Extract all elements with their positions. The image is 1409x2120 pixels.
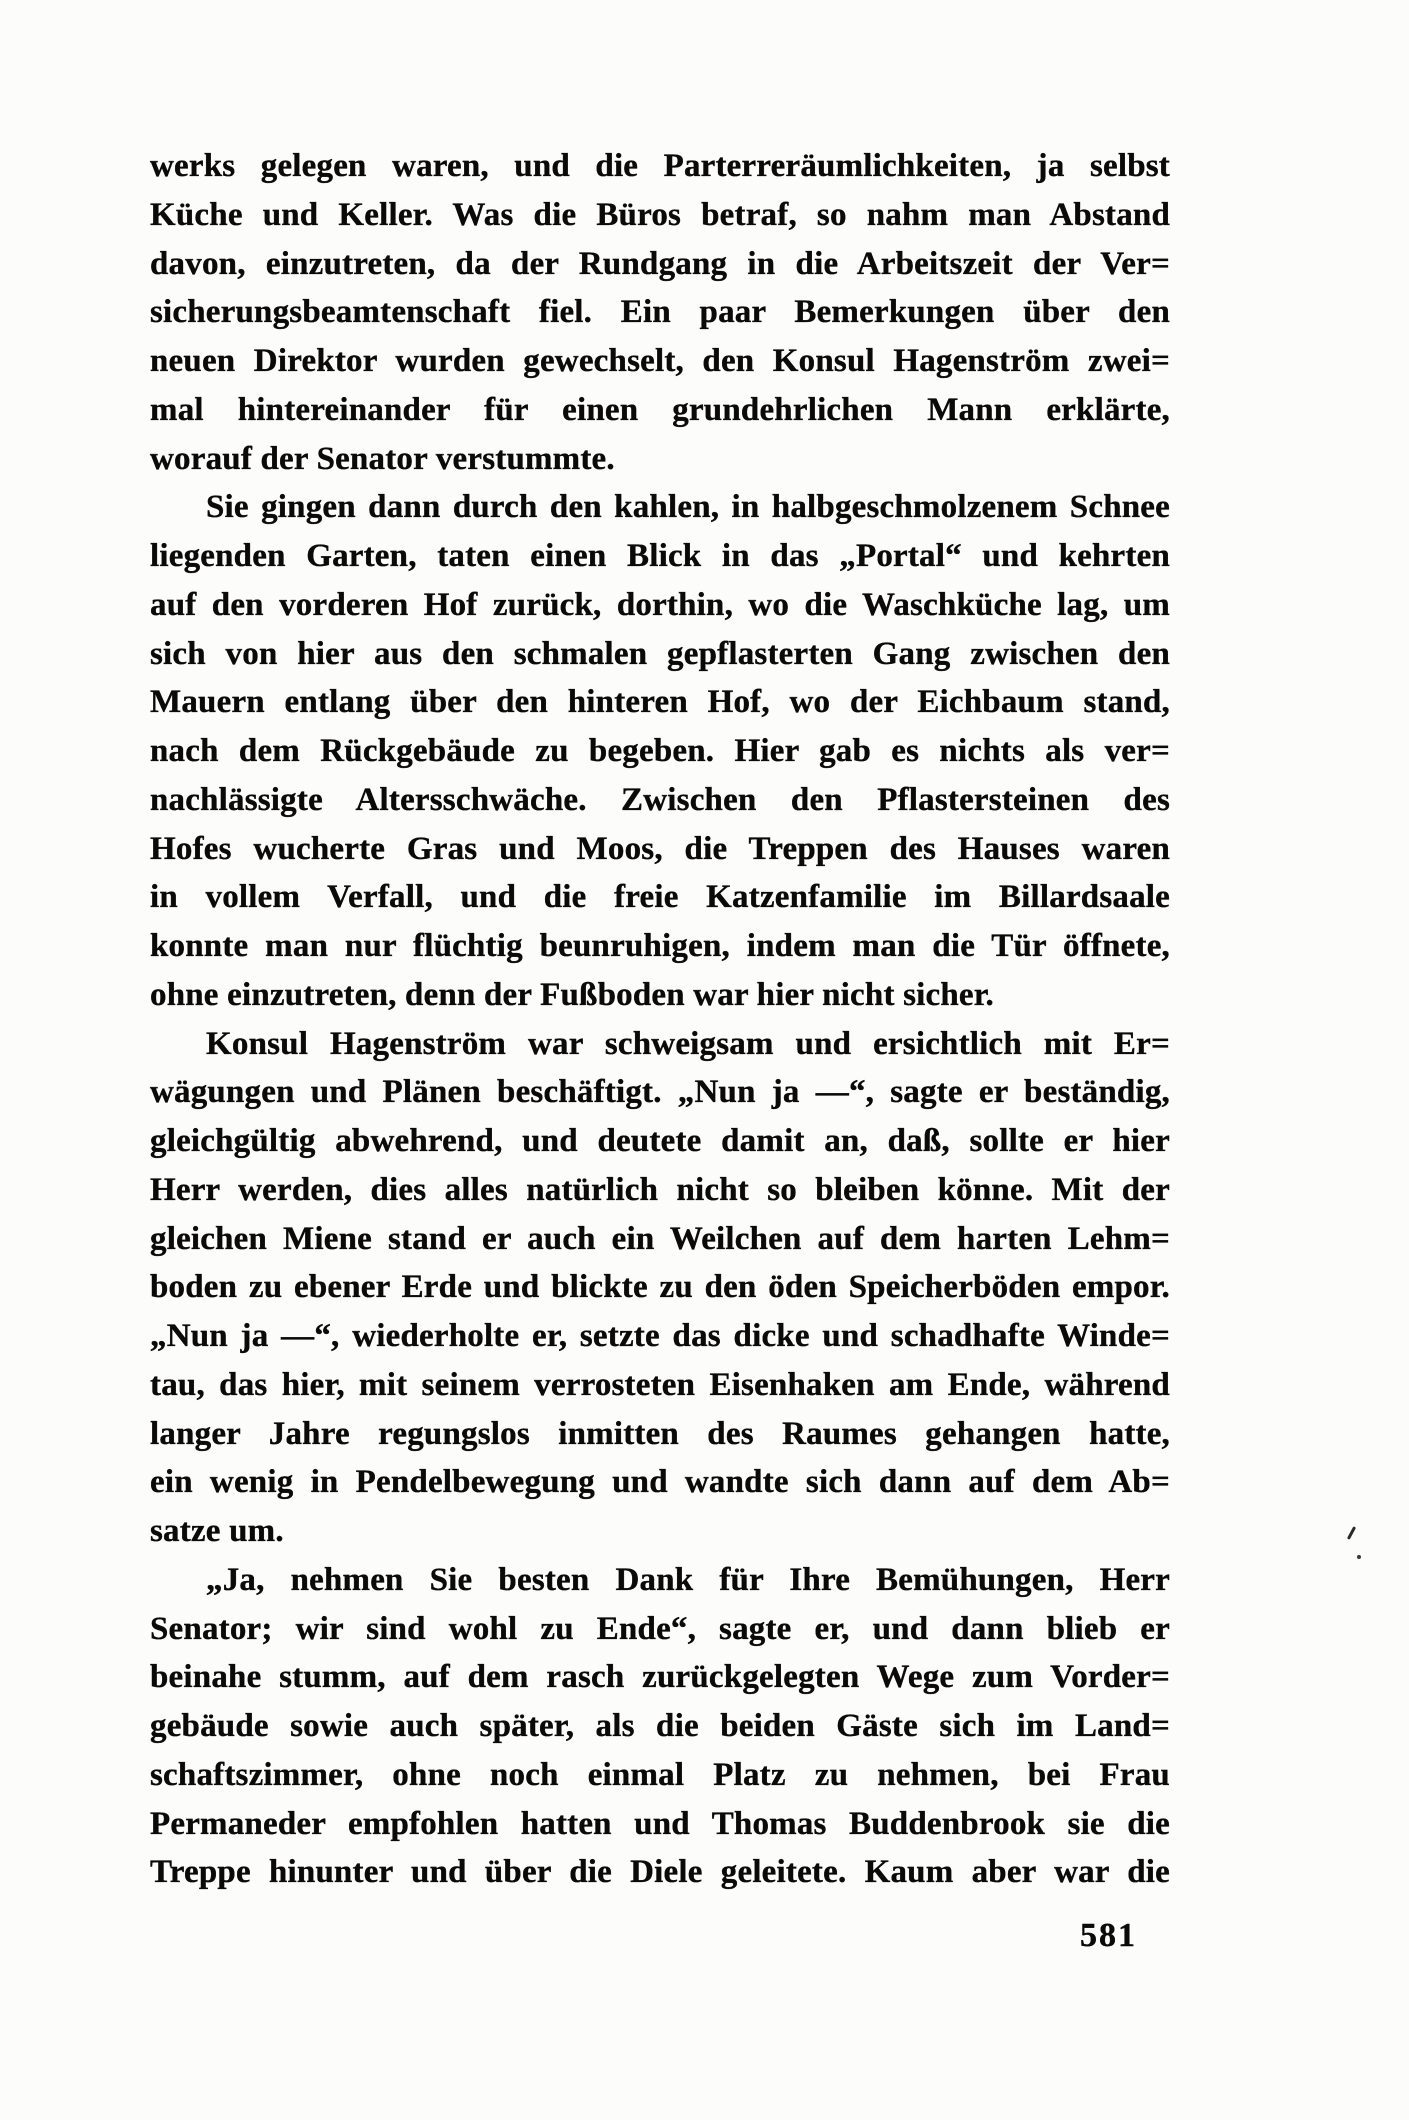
text-line: neuen Direktor wurden gewechselt, den Konsul Hagenström zwei= bbox=[150, 343, 1170, 379]
text-line: boden zu ebener Erde und blickte zu den öden Speicherböden empor. bbox=[150, 1269, 1170, 1306]
text-line: sicherungsbeamtenschaft fiel. Ein paar Bemerkungen über den bbox=[150, 294, 1170, 331]
text-line: schaftszimmer, ohne noch einmal Platz zu nehmen, bei Frau bbox=[150, 1756, 1170, 1793]
scan-artifact-speck bbox=[1347, 1526, 1356, 1540]
text-block bbox=[150, 142, 1170, 1897]
text-line paragraph-end: ohne einzutreten, denn der Fußboden war hier nicht sicher. bbox=[150, 976, 995, 1013]
text-line: gleichgültig abwehrend, und deutete damit an, daß, sollte er hier bbox=[150, 1123, 1170, 1159]
text-line: sich von hier aus den schmalen gepflasterten Gang zwischen den bbox=[150, 635, 1170, 672]
text-line: Senator; wir sind wohl zu Ende“, sagte er, und dann blieb er bbox=[150, 1610, 1170, 1647]
text-line paragraph-end: worauf der Senator verstummte. bbox=[150, 440, 615, 477]
text-line: nachlässigte Altersschwäche. Zwischen den Pflastersteinen des bbox=[150, 781, 1170, 818]
text-line: Hofes wucherte Gras und Moos, die Treppen des Hauses waren bbox=[150, 830, 1170, 867]
text-line: Permaneder empfohlen hatten und Thomas Buddenbrook sie die bbox=[150, 1805, 1170, 1842]
text-line: gleichen Miene stand er auch ein Weilchen auf dem harten Lehm= bbox=[150, 1220, 1170, 1257]
text-line: wägungen und Plänen beschäftigt. „Nun ja —“, sagte er beständig, bbox=[150, 1074, 1170, 1111]
text-line: davon, einzutreten, da der Rundgang in die Arbeitszeit der Ver= bbox=[150, 245, 1170, 282]
text-line: Küche und Keller. Was die Büros betraf, so nahm man Abstand bbox=[150, 196, 1170, 233]
text-line: nach dem Rückgebäude zu begeben. Hier gab es nichts als ver= bbox=[150, 733, 1170, 769]
text-line: werks gelegen waren, und die Parterreräumlichkeiten, ja selbst bbox=[150, 148, 1170, 184]
text-line paragraph-end: satze um. bbox=[150, 1513, 284, 1549]
text-line: konnte man nur flüchtig beunruhigen, indem man die Tür öffnete, bbox=[150, 928, 1170, 964]
text-line paragraph-start: Sie gingen dann durch den kahlen, in halbgeschmolzenem Schnee bbox=[206, 489, 1170, 526]
text-line: langer Jahre regungslos inmitten des Raumes gehangen hatte, bbox=[150, 1415, 1170, 1452]
text-line paragraph-start: „Ja, nehmen Sie besten Dank für Ihre Bemühungen, Herr bbox=[206, 1561, 1170, 1598]
text-line paragraph-start: Konsul Hagenström war schweigsam und ersichtlich mit Er= bbox=[206, 1025, 1170, 1062]
text-line: gebäude sowie auch später, als die beiden Gäste sich im Land= bbox=[150, 1708, 1170, 1744]
text-line: auf den vorderen Hof zurück, dorthin, wo die Waschküche lag, um bbox=[150, 586, 1170, 623]
text-line: Herr werden, dies alles natürlich nicht so bleiben könne. Mit der bbox=[150, 1171, 1170, 1208]
text-line: liegenden Garten, taten einen Blick in das „Portal“ und kehrten bbox=[150, 538, 1170, 574]
text-line: beinahe stumm, auf dem rasch zurückgelegten Wege zum Vorder= bbox=[150, 1659, 1170, 1696]
page-number: 581 bbox=[1080, 1917, 1137, 1954]
scan-artifact-speck bbox=[1357, 1555, 1361, 1559]
text-line: Treppe hinunter und über die Diele geleitete. Kaum aber war die bbox=[150, 1854, 1170, 1891]
text-line: „Nun ja —“, wiederholte er, setzte das dicke und schadhafte Winde= bbox=[150, 1318, 1170, 1354]
text-line: ein wenig in Pendelbewegung und wandte sich dann auf dem Ab= bbox=[150, 1464, 1170, 1501]
text-line: mal hintereinander für einen grundehrlichen Mann erklärte, bbox=[150, 391, 1170, 428]
text-line: tau, das hier, mit seinem verrosteten Eisenhaken am Ende, während bbox=[150, 1366, 1170, 1403]
text-line: Mauern entlang über den hinteren Hof, wo der Eichbaum stand, bbox=[150, 684, 1170, 721]
text-line: in vollem Verfall, und die freie Katzenfamilie im Billardsaale bbox=[150, 879, 1170, 916]
